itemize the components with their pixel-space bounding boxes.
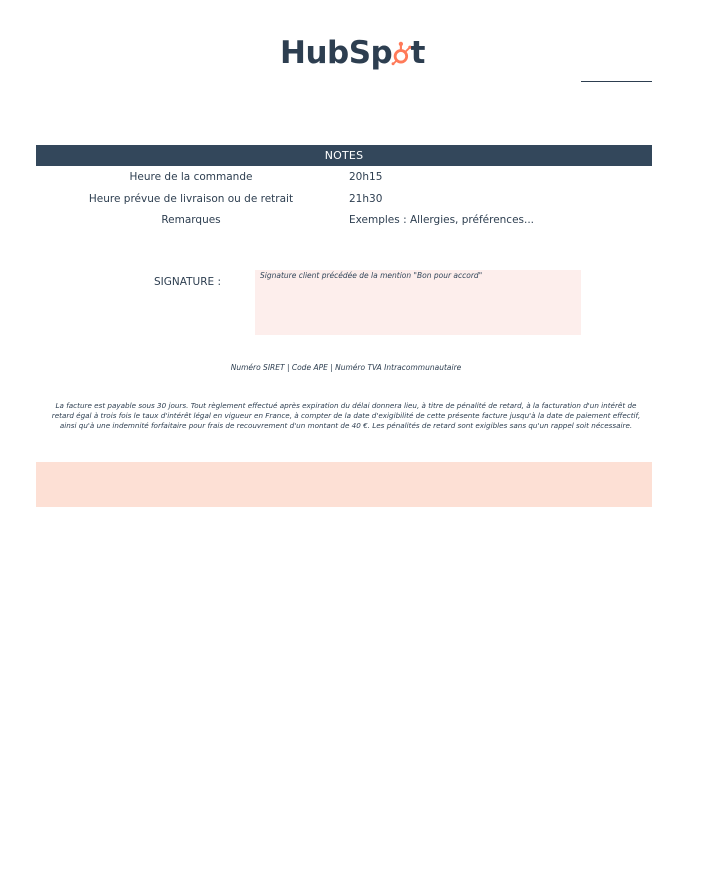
notes-label: Remarques <box>161 214 221 226</box>
logo-text-left: HubSp <box>280 34 393 71</box>
notes-value[interactable]: Exemples : Allergies, préférences... <box>349 214 535 226</box>
notes-label: Heure de la commande <box>129 171 253 183</box>
notes-value[interactable]: 20h15 <box>349 171 383 183</box>
sprocket-icon <box>391 38 412 68</box>
payment-terms: La facture est payable sous 30 jours. Tout règlement effectué après expiration du délai donnera lieu, à titre de pénalité de retard, à la facturation d'un intérêt de retard égal à trois fois le taux d'intérêt légal en vigueur en France, à compter de la date d'exigibilité de cette présente facture jusqu'à la date de paiement effectif, ainsi qu'à une indemnité forfaitaire pour frais de recouvrement d'un montant de 40 €. Les pénalités de retard sont exigibles sans qu'un rappel soit nécessaire. <box>51 401 641 430</box>
footer-band <box>36 462 652 507</box>
notes-value[interactable]: 21h30 <box>349 193 383 205</box>
logo-text-right: t <box>410 34 425 71</box>
top-rule-line <box>581 81 652 82</box>
siret-line: Numéro SIRET | Code APE | Numéro TVA Intracommunautaire <box>230 363 462 372</box>
signature-label: SIGNATURE : <box>154 276 222 288</box>
signature-field[interactable] <box>255 270 581 335</box>
hubspot-logo <box>280 30 425 76</box>
signature-hint: Signature client précédée de la mention "Bon pour accord" <box>260 271 483 280</box>
notes-label: Heure prévue de livraison ou de retrait <box>88 193 294 205</box>
notes-row-remarks <box>36 214 652 234</box>
notes-header: NOTES <box>36 145 652 166</box>
notes-row-order-time <box>36 171 652 191</box>
notes-row-delivery-time <box>36 193 652 213</box>
